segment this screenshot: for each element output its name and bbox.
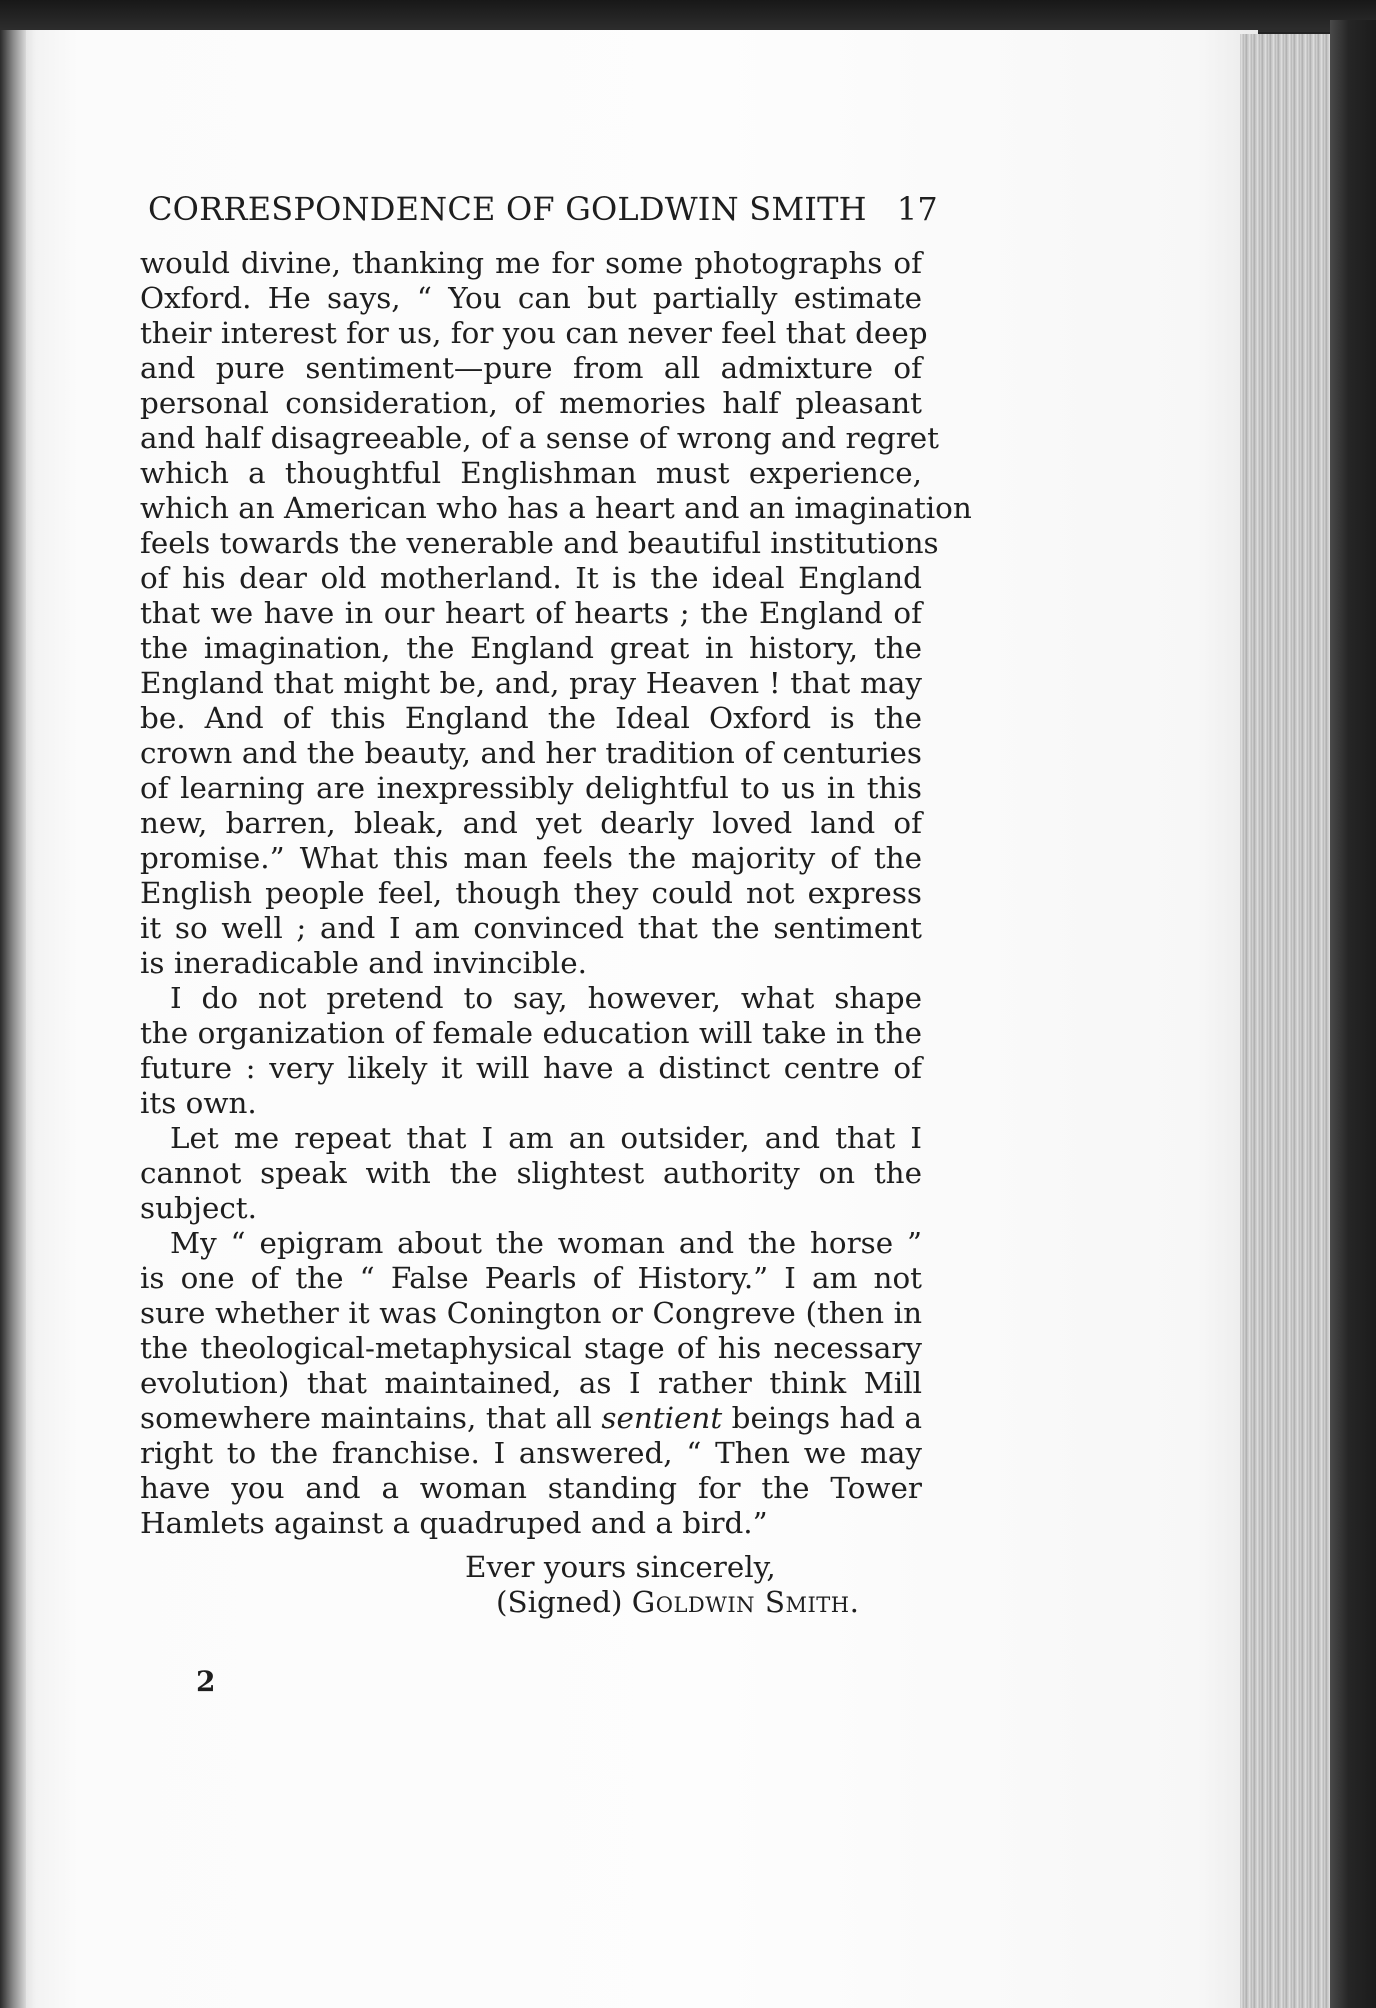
body-line: would divine, thanking me for some photographs of xyxy=(140,246,922,280)
spine-shadow xyxy=(0,30,26,2008)
body-line: promise.” What this man feels the majority of the xyxy=(140,841,922,875)
body-line: and half disagreeable, of a sense of wrong and regret xyxy=(140,421,939,455)
paragraph-line: My “ epigram about the woman and the horse ” xyxy=(170,1226,922,1260)
running-head xyxy=(148,190,938,234)
body-line: of his dear old motherland. It is the ideal England xyxy=(140,561,922,595)
body-line: England that might be, and, pray Heaven ! that may xyxy=(140,666,922,700)
body-line: be. And of this England the Ideal Oxford is the xyxy=(140,701,922,735)
body-line: the imagination, the England great in history, the xyxy=(140,631,922,665)
paragraph-line: its own. xyxy=(140,1086,257,1120)
signature-name: Goldwin Smith. xyxy=(631,1585,860,1619)
letter-closing xyxy=(140,1550,922,1620)
body-line: it so well ; and I am convinced that the sentiment xyxy=(140,911,922,945)
paragraph-line: right to the franchise. I answered, “ Then we may xyxy=(140,1436,922,1470)
body-line: which an American who has a heart and an imagination xyxy=(140,491,972,525)
body-line: feels towards the venerable and beautiful institutions xyxy=(140,526,939,560)
body-line: which a thoughtful Englishman must experience, xyxy=(140,456,922,490)
paragraph-line: future : very likely it will have a distinct centre of xyxy=(140,1051,922,1085)
body-line: their interest for us, for you can never feel that deep xyxy=(140,316,928,350)
italic-word-sentient: sentient xyxy=(601,1401,723,1435)
body-line: of learning are inexpressibly delightful to us in this xyxy=(140,771,922,805)
body-line: new, barren, bleak, and yet dearly loved land of xyxy=(140,806,922,840)
page-edges xyxy=(1240,34,1330,2008)
line-text-before: somewhere maintains, that all xyxy=(140,1401,602,1435)
paragraph-line: cannot speak with the slightest authority on the xyxy=(140,1156,922,1190)
printer-signature-mark: 2 xyxy=(196,1665,216,1698)
body-line: crown and the beauty, and her tradition of centuries xyxy=(140,736,922,770)
book-cover-edge xyxy=(1330,20,1376,2008)
page-number: 17 xyxy=(896,190,938,228)
signature-line xyxy=(140,1585,922,1620)
body-line: Oxford. He says, “ You can but partially estimate xyxy=(140,281,922,315)
paragraph-line: Let me repeat that I am an outsider, and that I xyxy=(170,1121,922,1155)
paragraph-line: is one of the “ False Pearls of History.” I am not xyxy=(140,1261,922,1295)
paragraph-line: have you and a woman standing for the Tower xyxy=(140,1471,922,1505)
paragraph-line: sure whether it was Conington or Congreve (then in xyxy=(140,1296,922,1330)
body-text xyxy=(140,246,972,1541)
paragraph-line: evolution) that maintained, as I rather think Mill xyxy=(140,1366,922,1400)
paragraph-line: the theological-metaphysical stage of his necessary xyxy=(140,1331,922,1365)
body-line: English people feel, though they could not express xyxy=(140,876,922,910)
line-text-after: beings had a xyxy=(722,1401,922,1435)
body-line: personal consideration, of memories half pleasant xyxy=(140,386,922,420)
body-line: that we have in our heart of hearts ; the England of xyxy=(140,596,922,630)
body-line: and pure sentiment—pure from all admixture of xyxy=(140,351,922,385)
running-head-title: CORRESPONDENCE OF GOLDWIN SMITH xyxy=(148,190,867,228)
signed-label: (Signed) xyxy=(496,1585,623,1619)
paragraph-line-with-italic xyxy=(140,1401,922,1436)
paragraph-line: subject. xyxy=(140,1191,257,1225)
paragraph-line: Hamlets against a quadruped and a bird.” xyxy=(140,1506,768,1540)
paragraph-line: I do not pretend to say, however, what shape xyxy=(170,981,922,1015)
body-line: is ineradicable and invincible. xyxy=(140,946,587,980)
valediction: Ever yours sincerely, xyxy=(465,1550,776,1584)
paragraph-line: the organization of female education will take in the xyxy=(140,1016,922,1050)
top-shadow xyxy=(0,0,1376,32)
